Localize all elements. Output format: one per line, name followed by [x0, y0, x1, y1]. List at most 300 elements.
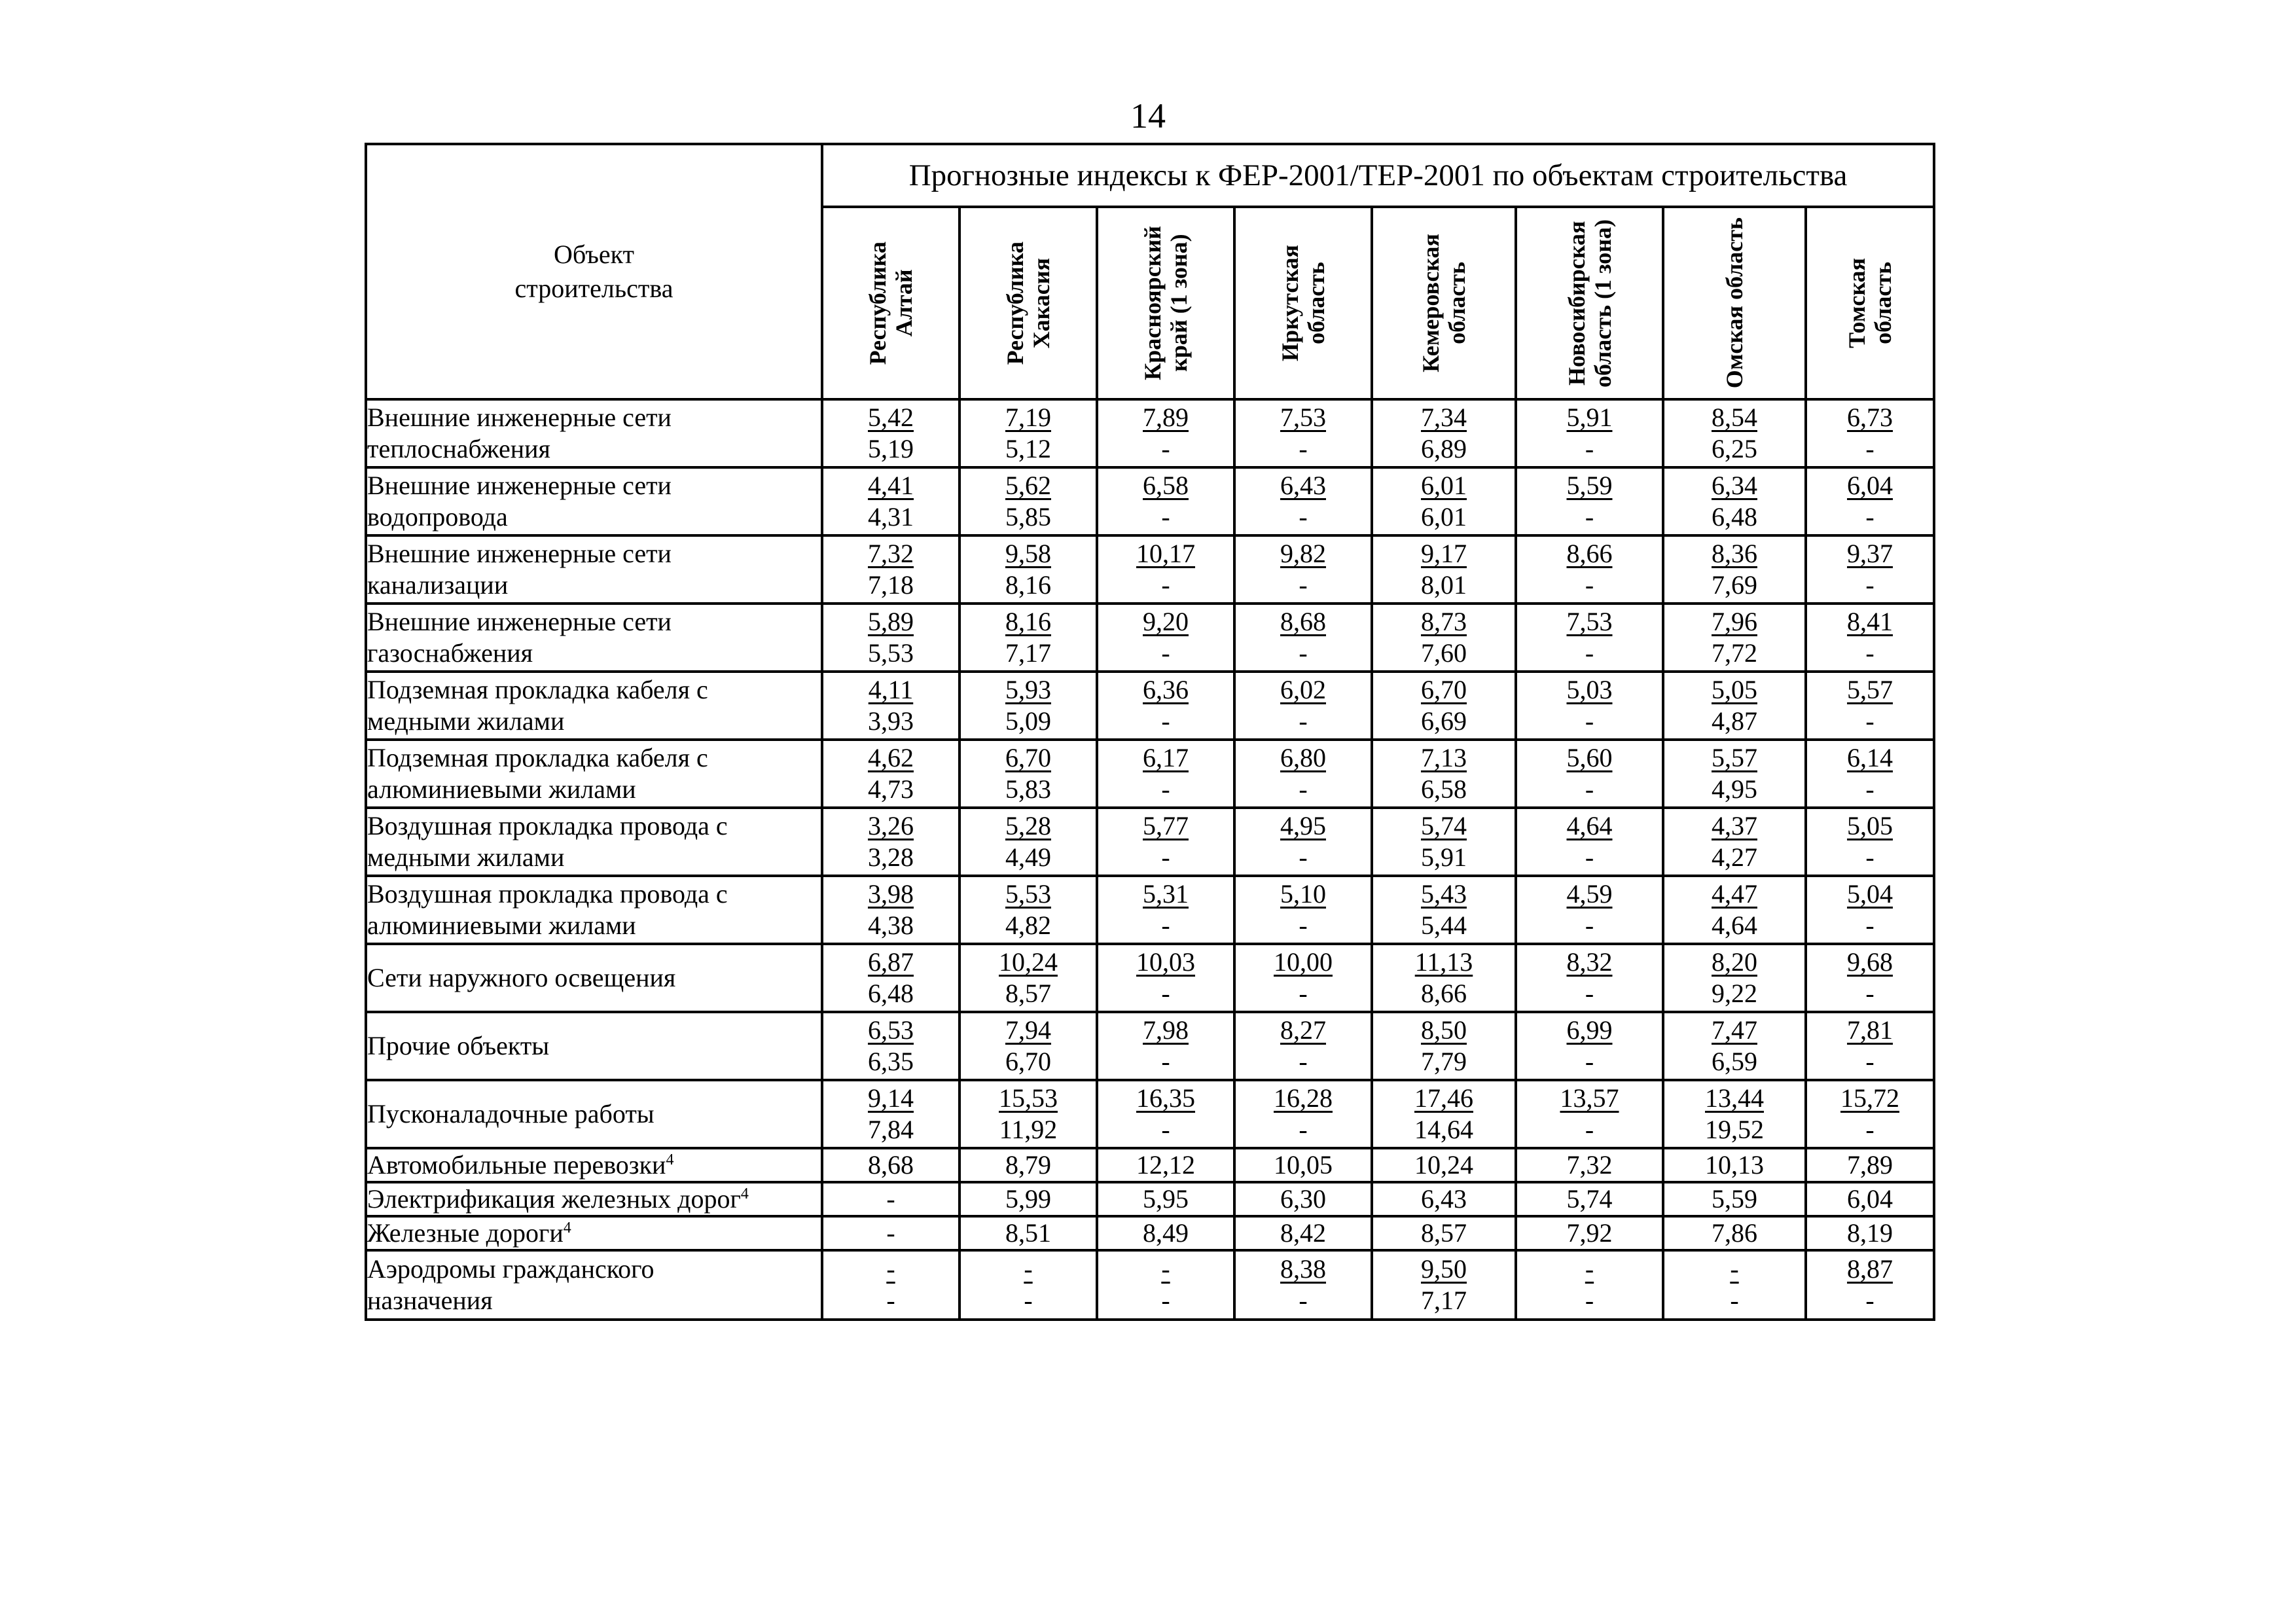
region-header	[1372, 207, 1516, 399]
index-value-bottom: -	[1299, 842, 1308, 872]
index-value-top	[1517, 1015, 1662, 1046]
index-value-bottom: -	[1299, 911, 1308, 940]
index-value-top	[1664, 402, 1804, 433]
index-value-top-text: 6,43	[1280, 471, 1326, 500]
index-value-top-text: 7,19	[1005, 403, 1051, 432]
index-value: 12,12	[1097, 1148, 1234, 1182]
index-value-top	[1236, 878, 1371, 910]
index-cell	[1663, 1250, 1806, 1320]
object-name-cell	[366, 1216, 822, 1250]
index-value-bottom: -	[1585, 502, 1594, 532]
index-value-bottom: 4,31	[868, 502, 914, 532]
index-value-top-text: 6,80	[1280, 743, 1326, 772]
region-header	[1663, 207, 1806, 399]
index-value-top-text: 8,36	[1712, 539, 1757, 568]
index-cell	[960, 1012, 1097, 1080]
index-value-top	[1807, 878, 1933, 910]
table-row	[366, 604, 1934, 672]
index-cell	[1234, 944, 1372, 1012]
index-value-top-text: 4,11	[868, 675, 914, 704]
index-value-top	[961, 947, 1096, 978]
index-cell	[1097, 604, 1234, 672]
index-cell	[1516, 1250, 1663, 1320]
index-cell	[1097, 1250, 1234, 1320]
index-value-top-text: -	[1585, 1254, 1594, 1284]
object-name: Внешние инженерные сети теплоснабжения	[366, 399, 822, 467]
table-row	[366, 399, 1934, 467]
index-cell	[822, 604, 960, 672]
index-value-bottom: 4,73	[868, 774, 914, 804]
index-value: 8,42	[1234, 1216, 1372, 1250]
index-value: 8,49	[1097, 1216, 1234, 1250]
index-cell	[1806, 944, 1934, 1012]
index-value-top	[961, 1015, 1096, 1046]
index-cell	[1372, 1080, 1516, 1148]
index-value-bottom: -	[1161, 1286, 1170, 1315]
index-cell	[1097, 399, 1234, 467]
index-value: 8,57	[1372, 1216, 1516, 1250]
index-cell	[1234, 808, 1372, 876]
index-value-top	[1236, 1015, 1371, 1046]
index-value-top-text: 8,73	[1421, 607, 1467, 636]
index-value: -	[822, 1216, 960, 1250]
index-value-top	[1517, 674, 1662, 706]
index-value-top-text: 9,14	[868, 1083, 914, 1113]
index-value-top	[823, 947, 958, 978]
index-cell	[1097, 467, 1234, 535]
index-value-top	[1098, 742, 1233, 774]
index-value-top-text: 6,70	[1005, 743, 1051, 772]
index-cell	[1663, 1080, 1806, 1148]
index-value-top	[1664, 538, 1804, 569]
index-value-top	[823, 538, 958, 569]
index-value-bottom: 6,25	[1712, 434, 1757, 463]
index-value-top-text: -	[1161, 1254, 1170, 1284]
index-value-bottom: -	[1161, 1047, 1170, 1076]
index-value-top-text: 7,89	[1143, 403, 1189, 432]
index-value-top-text: 15,72	[1840, 1083, 1900, 1113]
index-value-top	[1517, 878, 1662, 910]
index-value-bottom: -	[1161, 774, 1170, 804]
index-cell	[1516, 535, 1663, 604]
index-value-top-text: 5,03	[1566, 675, 1613, 704]
index-value-top	[1807, 1254, 1933, 1285]
index-value-top-text: 4,62	[868, 743, 914, 772]
index-cell	[1516, 604, 1663, 672]
index-value-top	[1517, 947, 1662, 978]
index-value-top-text: 6,34	[1712, 471, 1757, 500]
index-value: 8,19	[1806, 1216, 1934, 1250]
index-cell	[1806, 1080, 1934, 1148]
index-value: 7,92	[1516, 1216, 1663, 1250]
index-cell	[960, 1080, 1097, 1148]
index-value-top-text: 4,64	[1566, 811, 1613, 840]
index-value-top	[1807, 810, 1933, 842]
index-value-top	[961, 402, 1096, 433]
region-header-label: Томская область	[1844, 258, 1897, 348]
header-row-group	[366, 144, 1934, 207]
index-value-top	[1236, 810, 1371, 842]
index-value-top-text: 7,53	[1280, 403, 1326, 432]
index-value-top	[961, 606, 1096, 638]
index-cell	[1516, 740, 1663, 808]
index-value-top	[823, 1254, 958, 1285]
index-value-bottom: -	[1730, 1286, 1739, 1315]
index-value-top	[823, 1015, 958, 1046]
object-name: Прочие объекты	[366, 1012, 822, 1080]
index-cell	[1097, 944, 1234, 1012]
region-header-wrap	[1807, 208, 1933, 398]
index-value-top-text: 3,26	[868, 811, 914, 840]
index-cell	[822, 1012, 960, 1080]
table-row	[366, 808, 1934, 876]
index-value-top	[1807, 470, 1933, 501]
object-name-cell	[366, 1182, 822, 1216]
index-value-bottom: -	[1299, 774, 1308, 804]
index-value-bottom: -	[1865, 842, 1874, 872]
index-value-top	[961, 1254, 1096, 1285]
index-value-bottom: 6,89	[1421, 434, 1467, 463]
index-value-top	[1517, 470, 1662, 501]
index-value-top-text: 4,95	[1280, 811, 1326, 840]
index-value-top-text: 5,43	[1421, 879, 1467, 909]
index-value-bottom: -	[1585, 1286, 1594, 1315]
index-value-bottom: -	[1299, 638, 1308, 668]
index-value-top-text: 10,00	[1274, 947, 1333, 977]
index-value: 6,30	[1234, 1182, 1372, 1216]
index-value-top	[1373, 1015, 1515, 1046]
index-cell	[1663, 944, 1806, 1012]
object-name: Внешние инженерные сети канализации	[366, 535, 822, 604]
index-value-top-text: 5,93	[1005, 675, 1051, 704]
object-name: Подземная прокладка кабеля с медными жилами	[366, 672, 822, 740]
object-name-cell	[366, 1148, 822, 1182]
table-row	[366, 535, 1934, 604]
region-header-label: Иркутская область	[1277, 244, 1329, 362]
index-cell	[1234, 1080, 1372, 1148]
index-value-bottom: 19,52	[1705, 1115, 1764, 1144]
index-value-top-text: 5,31	[1143, 879, 1189, 909]
index-value-top-text: 5,62	[1005, 471, 1051, 500]
index-value-bottom: 7,84	[868, 1115, 914, 1144]
index-value-top-text: 7,34	[1421, 403, 1467, 432]
index-cell	[960, 1250, 1097, 1320]
index-value-top-text: 9,68	[1847, 947, 1893, 977]
index-cell	[1372, 740, 1516, 808]
region-header-wrap	[1664, 208, 1804, 398]
object-name: Железные дороги	[367, 1218, 564, 1248]
index-cell	[1663, 604, 1806, 672]
index-value-top	[1807, 606, 1933, 638]
index-value-top	[1517, 1083, 1662, 1114]
index-value-top-text: 8,38	[1280, 1254, 1326, 1284]
index-value-top-text: 8,66	[1566, 539, 1613, 568]
table-row	[366, 1250, 1934, 1320]
index-value-top	[1807, 742, 1933, 774]
region-header-wrap	[823, 208, 958, 398]
index-cell	[1806, 535, 1934, 604]
index-value-top-text: 3,98	[868, 879, 914, 909]
index-cell	[1097, 1080, 1234, 1148]
index-value-bottom: -	[1299, 1115, 1308, 1144]
table-row	[366, 672, 1934, 740]
page-number: 14	[1130, 96, 1166, 135]
index-value-bottom: 6,70	[1005, 1047, 1051, 1076]
index-cell	[1516, 876, 1663, 944]
index-value-bottom: 9,22	[1712, 979, 1757, 1008]
index-value-top	[1517, 402, 1662, 433]
index-value-bottom: 6,69	[1421, 706, 1467, 736]
index-value-top	[1373, 742, 1515, 774]
index-value-top	[1236, 1254, 1371, 1285]
index-value-top	[1373, 674, 1515, 706]
index-value-bottom: 5,12	[1005, 434, 1051, 463]
forecast-index-group-header: Прогнозные индексы к ФЕР-2001/ТЕР-2001 по объектам строительства	[822, 144, 1934, 207]
index-value-top-text: 6,58	[1143, 471, 1189, 500]
index-value-top	[961, 674, 1096, 706]
index-cell	[1806, 604, 1934, 672]
object-name: Воздушная прокладка провода с алюминиевыми жилами	[366, 876, 822, 944]
index-value: 7,86	[1663, 1216, 1806, 1250]
index-value-top-text: 5,91	[1566, 403, 1613, 432]
index-value-bottom: -	[1865, 1047, 1874, 1076]
index-cell	[1663, 535, 1806, 604]
index-value-top	[1664, 1254, 1804, 1285]
index-value-top-text: -	[886, 1254, 895, 1284]
index-cell	[1516, 672, 1663, 740]
index-cell	[1372, 672, 1516, 740]
index-value-top	[1236, 538, 1371, 569]
index-value-bottom: 4,64	[1712, 911, 1757, 940]
index-value-top-text: 13,44	[1705, 1083, 1764, 1113]
table-row	[366, 740, 1934, 808]
index-value-top-text: 5,05	[1847, 811, 1893, 840]
region-header-label: Республика Хакасия	[1002, 241, 1054, 365]
index-value-bottom: -	[1161, 502, 1170, 532]
index-value-top-text: 7,32	[868, 539, 914, 568]
index-value-top	[1664, 470, 1804, 501]
index-cell	[1234, 1250, 1372, 1320]
index-value-top-text: 4,47	[1712, 879, 1757, 909]
index-cell	[960, 876, 1097, 944]
index-value-top	[1098, 947, 1233, 978]
index-value-top	[1098, 810, 1233, 842]
index-cell	[822, 535, 960, 604]
index-cell	[822, 399, 960, 467]
index-value-top-text: 5,10	[1280, 879, 1326, 909]
table-row	[366, 944, 1934, 1012]
object-name: Внешние инженерные сети водопровода	[366, 467, 822, 535]
index-cell	[1663, 876, 1806, 944]
index-cell	[1372, 808, 1516, 876]
index-cell	[1234, 740, 1372, 808]
index-value-bottom: -	[1585, 979, 1594, 1008]
index-cell	[960, 535, 1097, 604]
index-value-top	[1236, 742, 1371, 774]
index-value-top-text: 8,32	[1566, 947, 1613, 977]
index-value-bottom: -	[1865, 774, 1874, 804]
index-value-top	[1098, 674, 1233, 706]
index-value-top-text: 8,16	[1005, 607, 1051, 636]
index-cell	[960, 399, 1097, 467]
region-header-wrap	[1517, 208, 1662, 398]
index-value-top-text: 5,57	[1712, 743, 1757, 772]
index-value-top	[1517, 742, 1662, 774]
index-value: 5,59	[1663, 1182, 1806, 1216]
index-value-top-text: 7,47	[1712, 1015, 1757, 1045]
index-value-top	[1373, 810, 1515, 842]
index-value-top	[1517, 538, 1662, 569]
index-value-top-text: 5,74	[1421, 811, 1467, 840]
index-value-top-text: 6,70	[1421, 675, 1467, 704]
table-row	[366, 1012, 1934, 1080]
region-header	[1516, 207, 1663, 399]
index-cell	[1234, 604, 1372, 672]
index-cell	[1097, 535, 1234, 604]
index-cell	[960, 672, 1097, 740]
index-value-bottom: 3,28	[868, 842, 914, 872]
index-value-bottom: -	[1585, 1047, 1594, 1076]
index-value-bottom: -	[1865, 979, 1874, 1008]
index-value-top	[961, 470, 1096, 501]
index-value-bottom: 5,53	[868, 638, 914, 668]
index-value-top	[1373, 538, 1515, 569]
index-value-top-text: 16,28	[1274, 1083, 1333, 1113]
object-column-header-label: Объект строительства	[514, 240, 673, 303]
index-cell	[1663, 808, 1806, 876]
footnote-mark: 4	[666, 1151, 674, 1168]
index-value-top-text: 5,42	[868, 403, 914, 432]
index-cell	[1516, 1012, 1663, 1080]
index-cell	[960, 740, 1097, 808]
index-cell	[1234, 876, 1372, 944]
index-cell	[1516, 944, 1663, 1012]
index-value-bottom: 7,17	[1005, 638, 1051, 668]
index-cell	[1663, 399, 1806, 467]
index-value-bottom: 5,19	[868, 434, 914, 463]
index-value-top-text: 6,02	[1280, 675, 1326, 704]
index-cell	[1806, 1012, 1934, 1080]
region-header-label: Омская область	[1721, 217, 1748, 389]
index-value-top	[823, 470, 958, 501]
index-value-top	[1236, 470, 1371, 501]
index-value-top	[1807, 947, 1933, 978]
index-value-top	[1236, 606, 1371, 638]
index-value-bottom: -	[1299, 570, 1308, 600]
index-value-top	[1664, 674, 1804, 706]
index-value-top	[1373, 1254, 1515, 1285]
index-value-bottom: 6,48	[868, 979, 914, 1008]
index-value-bottom: -	[1161, 570, 1170, 600]
index-cell	[1234, 535, 1372, 604]
index-value: -	[822, 1182, 960, 1216]
index-value-top	[1664, 1083, 1804, 1114]
region-header	[822, 207, 960, 399]
index-value-top	[823, 810, 958, 842]
index-value-top	[1098, 538, 1233, 569]
index-value-top-text: -	[1024, 1254, 1033, 1284]
index-cell	[1234, 672, 1372, 740]
index-cell	[822, 944, 960, 1012]
index-value-top	[823, 674, 958, 706]
index-value-bottom: -	[1299, 1047, 1308, 1076]
index-value-bottom: -	[1585, 774, 1594, 804]
index-value-bottom: -	[886, 1286, 895, 1315]
index-value-top	[1098, 606, 1233, 638]
object-name: Воздушная прокладка провода с медными жилами	[366, 808, 822, 876]
index-value-bottom: 6,35	[868, 1047, 914, 1076]
index-value-bottom: 5,83	[1005, 774, 1051, 804]
index-value-top-text: 5,57	[1847, 675, 1893, 704]
index-value-bottom: -	[1161, 911, 1170, 940]
index-value-top	[1098, 470, 1233, 501]
index-value-top-text: 16,35	[1136, 1083, 1195, 1113]
index-cell	[1806, 808, 1934, 876]
index-value-top	[1664, 606, 1804, 638]
index-cell	[822, 1250, 960, 1320]
index-value-bottom: -	[1865, 570, 1874, 600]
index-value-top	[1236, 1083, 1371, 1114]
index-cell	[1372, 944, 1516, 1012]
index-cell	[1663, 467, 1806, 535]
region-header-label: Красноярский край (1 зона)	[1139, 226, 1192, 380]
index-value-top	[1517, 810, 1662, 842]
index-value-bottom: 4,87	[1712, 706, 1757, 736]
region-header-label: Новосибирская область (1 зона)	[1563, 219, 1616, 388]
index-value-top-text: 5,77	[1143, 811, 1189, 840]
region-header	[1097, 207, 1234, 399]
index-cell	[1806, 876, 1934, 944]
index-value: 5,95	[1097, 1182, 1234, 1216]
index-cell	[1372, 604, 1516, 672]
index-value-top-text: 10,24	[999, 947, 1058, 977]
index-cell	[1663, 1012, 1806, 1080]
index-value-top-text: 6,53	[868, 1015, 914, 1045]
index-value-top-text: 7,94	[1005, 1015, 1051, 1045]
index-value-bottom: 5,44	[1421, 911, 1467, 940]
index-value-bottom: 5,85	[1005, 502, 1051, 532]
index-value-top	[1807, 1083, 1933, 1114]
table-row	[366, 876, 1934, 944]
index-value-top	[961, 878, 1096, 910]
region-header-wrap	[1373, 208, 1515, 398]
index-value-bottom: 11,92	[999, 1115, 1058, 1144]
index-value-bottom: -	[1299, 502, 1308, 532]
index-value-top	[961, 1083, 1096, 1114]
index-value-bottom: 6,01	[1421, 502, 1467, 532]
index-value-top-text: 10,17	[1136, 539, 1195, 568]
object-name: Пусконаладочные работы	[366, 1080, 822, 1148]
region-header-label: Республика Алтай	[865, 241, 917, 365]
index-value-top	[1098, 878, 1233, 910]
index-value-top-text: 11,13	[1414, 947, 1473, 977]
index-value-top-text: 6,01	[1421, 471, 1467, 500]
index-value: 8,68	[822, 1148, 960, 1182]
index-cell	[1097, 740, 1234, 808]
index-value: 10,05	[1234, 1148, 1372, 1182]
index-value-bottom: -	[1161, 1115, 1170, 1144]
index-value-bottom: -	[1865, 1286, 1874, 1315]
index-value-bottom: -	[1585, 1115, 1594, 1144]
index-value-top-text: 5,28	[1005, 811, 1051, 840]
index-cell	[1806, 1250, 1934, 1320]
index-value-bottom: -	[1161, 706, 1170, 736]
index-cell	[1097, 672, 1234, 740]
index-value-top-text: 8,87	[1847, 1254, 1893, 1284]
index-value-top-text: 15,53	[999, 1083, 1058, 1113]
index-value-bottom: 4,82	[1005, 911, 1051, 940]
index-value-bottom: -	[1161, 979, 1170, 1008]
